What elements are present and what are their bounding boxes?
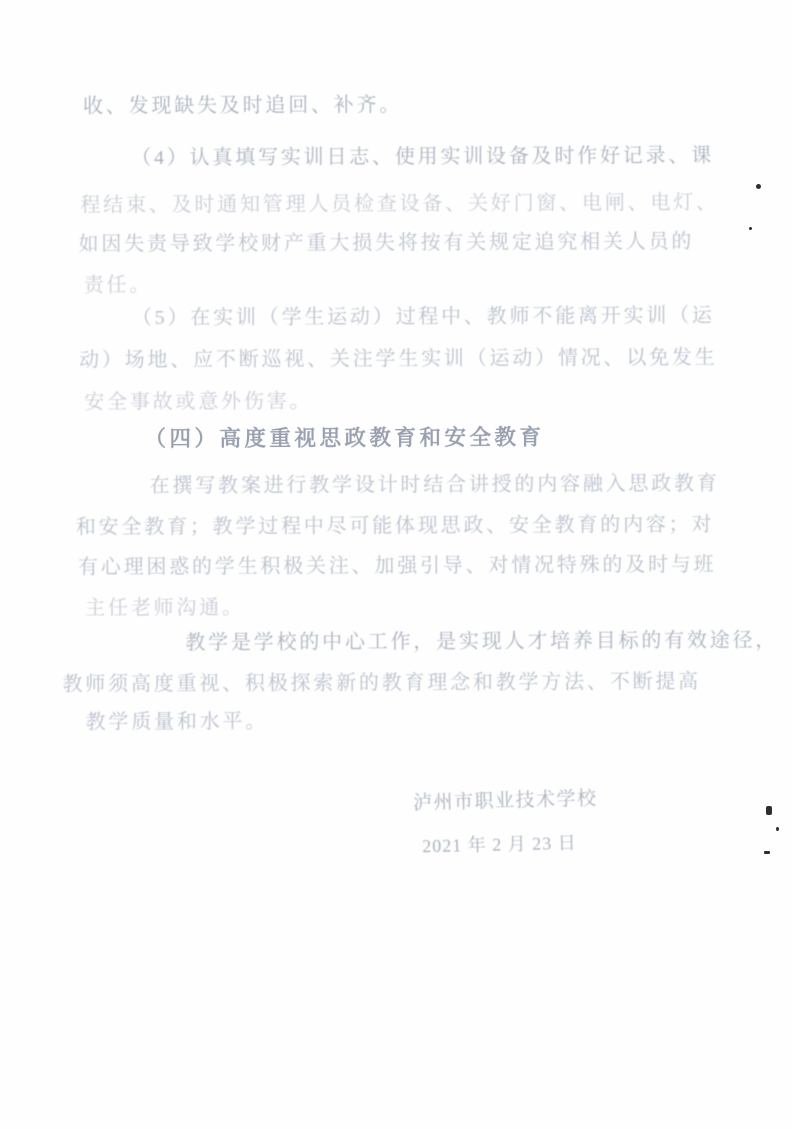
body-line: 教师须高度重视、积极探索新的教育理念和教学方法、不断提高 [62,670,701,696]
scan-speck [766,806,772,815]
scan-speck [776,827,779,831]
section-heading: （四）高度重视思政教育和安全教育 [144,425,545,452]
body-line: 和安全教育；教学过程中尽可能体现思政、安全教育的内容；对 [75,513,715,539]
signature-date: 2021 年 2 月 23 日 [422,832,577,857]
scan-speck [756,184,761,189]
body-line: （5）在实训（学生运动）过程中、教师不能离开实训（运 [131,304,715,330]
body-line: 有心理困惑的学生积极关注、加强引导、对情况特殊的及时与班 [77,553,717,579]
scan-speck [749,227,752,230]
body-line: 安全事故或意外伤害。 [84,390,313,414]
body-line: 收、发现缺失及时追回、补齐。 [82,93,403,118]
body-line: 教学质量和水平。 [85,710,269,734]
body-line: （4）认真填写实训日志、使用实训设备及时作好记录、课 [131,144,715,170]
body-line: 程结束、及时通知管理人员检查设备、关好门窗、电闸、电灯、 [80,191,719,217]
body-line: 如因失责导致学校财产重大损失将按有关规定追究相关人员的 [78,230,695,256]
body-line: 责任。 [83,274,153,297]
body-line: 教学是学校的中心工作，是实现人才培养目标的有效途径， [185,629,779,654]
body-line: 在撰写教案进行教学设计时结合讲授的内容融入思政教育 [149,472,720,498]
signature-org: 泸州市职业技术学校 [412,788,598,814]
body-line: 动）场地、应不断巡视、关注学生实训（运动）情况、以免发生 [79,346,718,372]
scan-speck [764,851,770,854]
body-line: 主任老师沟通。 [85,596,245,620]
